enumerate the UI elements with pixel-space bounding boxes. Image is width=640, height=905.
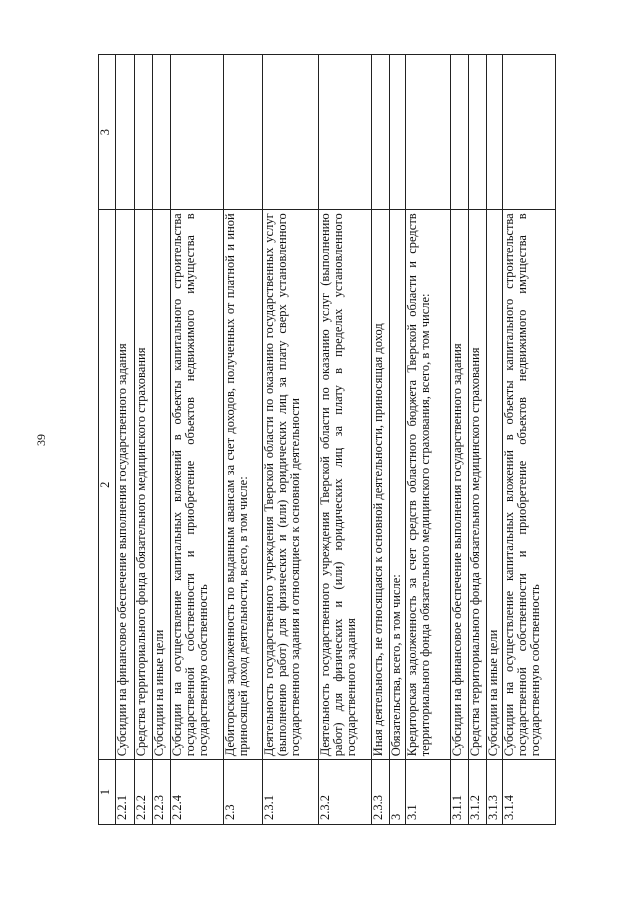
row-value: [503, 55, 556, 210]
row-text: Субсидии на иные цели: [487, 210, 503, 760]
row-text: Субсидии на осуществление капитальных вложений в объекты капитального строительства государственной собственности и приобретение объектов недвижимого имущества в государственную собственность: [503, 210, 556, 760]
header-col-3: 3: [99, 55, 116, 210]
row-text: Субсидии на иные цели: [153, 210, 171, 760]
financial-table: [98, 54, 556, 825]
row-value: [451, 55, 469, 210]
table-row: [153, 55, 171, 825]
header-col-2: 2: [99, 210, 116, 760]
row-value: [406, 55, 451, 210]
table-row: [135, 55, 153, 825]
row-code: 2.2.1: [116, 760, 135, 825]
table-row: [263, 55, 319, 825]
page-number: 39: [34, 434, 48, 446]
row-value: [116, 55, 135, 210]
table-row: [171, 55, 224, 825]
row-text: Субсидии на финансовое обеспечение выполнения государственного задания: [116, 210, 135, 760]
row-value: [469, 55, 487, 210]
row-value: [487, 55, 503, 210]
row-code: 3.1.1: [451, 760, 469, 825]
row-code: 3.1.3: [487, 760, 503, 825]
table-header-row: [99, 55, 116, 825]
table-row: [451, 55, 469, 825]
table-row: [390, 55, 406, 825]
row-code: 3.1.4: [503, 760, 556, 825]
row-value: [390, 55, 406, 210]
row-code: 2.2.4: [171, 760, 224, 825]
table-row: [116, 55, 135, 825]
row-value: [372, 55, 390, 210]
row-value: [135, 55, 153, 210]
row-code: 2.2.2: [135, 760, 153, 825]
row-text: Средства территориального фонда обязательного медицинского страхования: [469, 210, 487, 760]
row-text: Дебиторская задолженность по выданным авансам за счет доходов, полученных от платной и иной приносящей доход деятельности, всего, в том числе:: [224, 210, 263, 760]
row-text: Субсидии на финансовое обеспечение выполнения государственного задания: [451, 210, 469, 760]
rotated-table-wrapper: [98, 54, 574, 825]
table-row: [224, 55, 263, 825]
row-text: Иная деятельность, не относящаяся к основной деятельности, приносящая доход: [372, 210, 390, 760]
row-text: Средства территориального фонда обязательного медицинского страхования: [135, 210, 153, 760]
row-text: Кредиторская задолженность за счет средств областного бюджета Тверской области и средств территориального фонда обязательного медицинского страхования, всего, в том числе:: [406, 210, 451, 760]
row-code: 2.2.3: [153, 760, 171, 825]
row-text: Обязательства, всего, в том числе:: [390, 210, 406, 760]
row-text: Деятельность государственного учреждения Тверской области по оказанию услуг (выполнению работ) для физических и (или) юридических лиц за плату в пределах установленного государственного задания: [319, 210, 372, 760]
row-code: 3: [390, 760, 406, 825]
table-row: [406, 55, 451, 825]
row-value: [171, 55, 224, 210]
table-row: [372, 55, 390, 825]
table-row: [503, 55, 556, 825]
row-value: [319, 55, 372, 210]
table-row: [487, 55, 503, 825]
row-code: 3.1.2: [469, 760, 487, 825]
table-row: [469, 55, 487, 825]
row-value: [224, 55, 263, 210]
row-code: 2.3.1: [263, 760, 319, 825]
row-value: [263, 55, 319, 210]
header-col-1: 1: [99, 760, 116, 825]
row-code: 2.3.3: [372, 760, 390, 825]
row-code: 2.3: [224, 760, 263, 825]
table-row: [319, 55, 372, 825]
row-code: 3.1: [406, 760, 451, 825]
row-value: [153, 55, 171, 210]
row-code: 2.3.2: [319, 760, 372, 825]
row-text: Деятельность государственного учреждения Тверской области по оказанию государственных услуг (выполнению работ) для физических и (или) юридических лиц за плату сверх установленного государственного задания и относящиеся к основной деятельности: [263, 210, 319, 760]
row-text: Субсидии на осуществление капитальных вложений в объекты капитального строительства государственной собственности и приобретение объектов недвижимого имущества в государственную собственность: [171, 210, 224, 760]
